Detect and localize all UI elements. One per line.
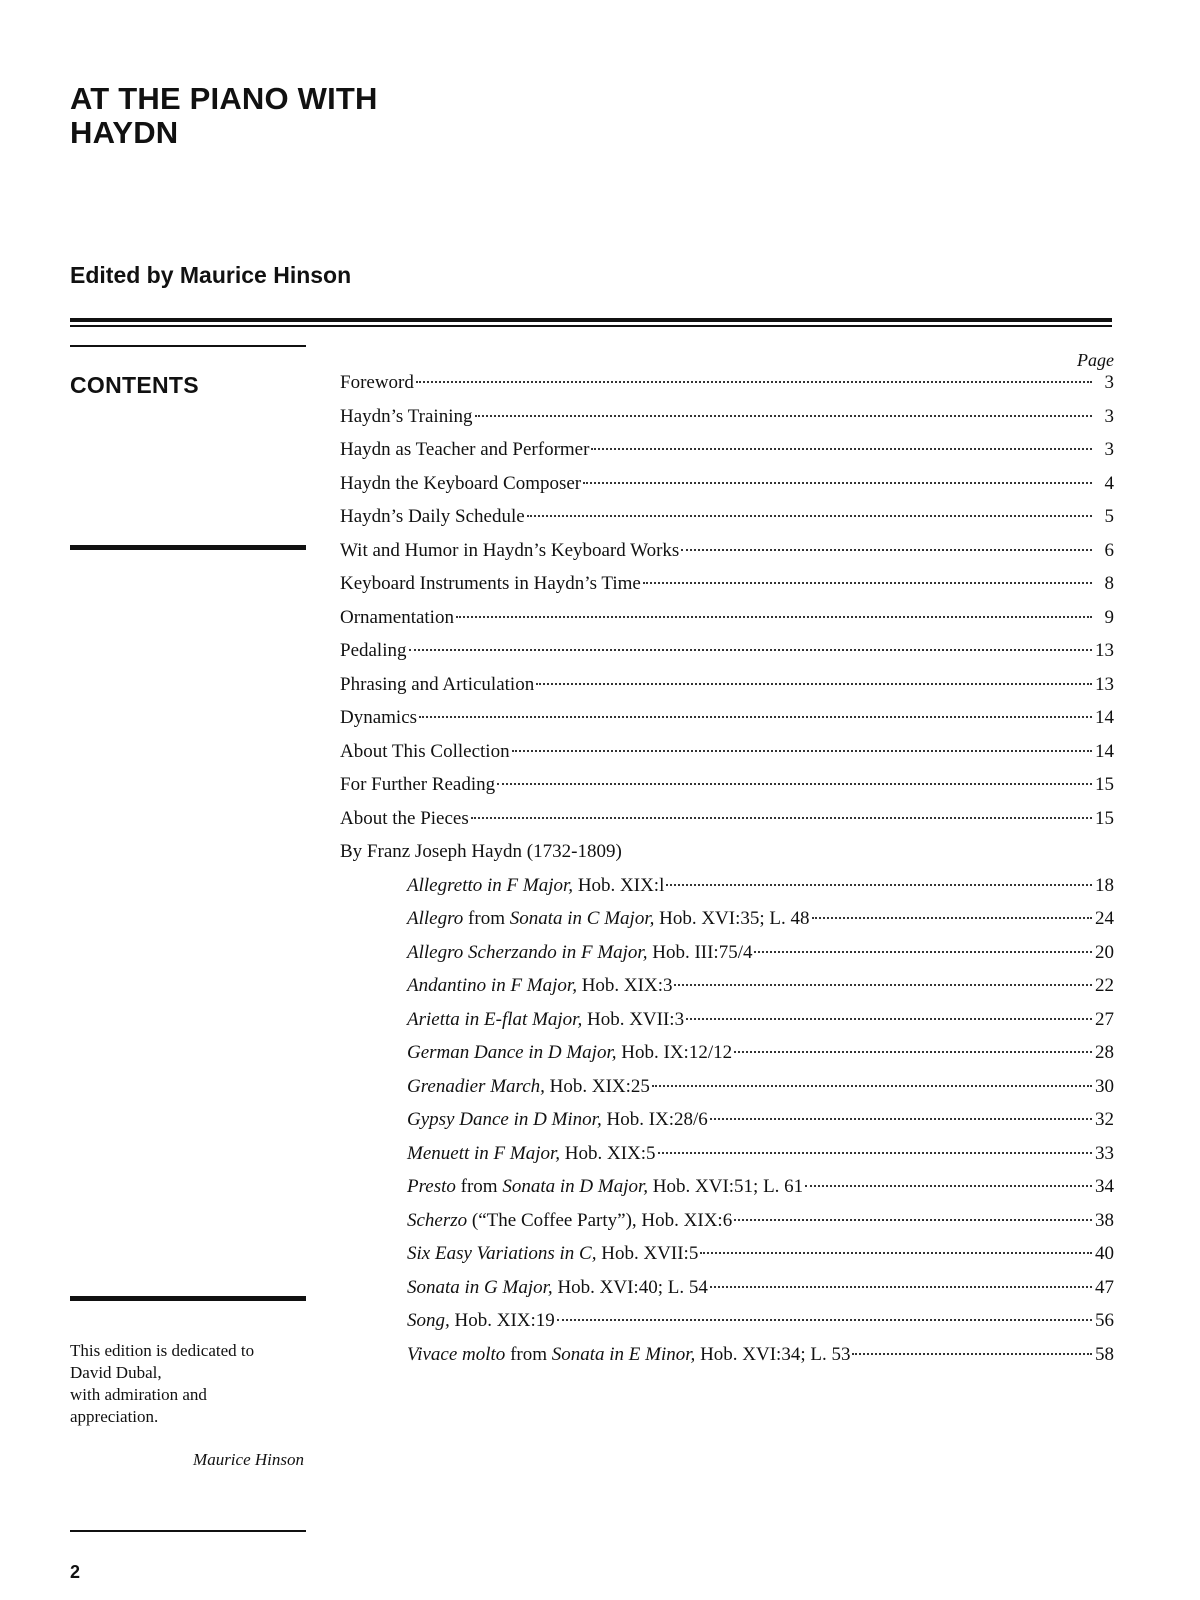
dot-leader [710, 1286, 1092, 1288]
footer-rule [70, 1530, 306, 1532]
contents-heading: CONTENTS [70, 372, 199, 398]
dot-leader [666, 884, 1092, 886]
toc-entry-page: 6 [1104, 539, 1114, 561]
toc-entry-title: Foreword [340, 372, 414, 393]
toc-entry [340, 707, 1114, 741]
toc-entry-page: 13 [1095, 673, 1114, 695]
toc-piece-page: 38 [1095, 1209, 1114, 1231]
toc-piece-page: 20 [1095, 941, 1114, 963]
toc-piece-page: 32 [1095, 1109, 1114, 1130]
dedication-line: This edition is dedicated to [70, 1341, 255, 1360]
piece-detail: Hob. XVI:40; L. 54 [552, 1276, 708, 1298]
toc-piece-page: 18 [1095, 874, 1114, 896]
dot-leader [419, 716, 1092, 718]
toc-piece-entry [340, 1210, 1114, 1244]
piece-detail: Hob. XIX:25 [544, 1075, 650, 1097]
piece-title-italic: Grenadier March, [407, 1075, 545, 1097]
toc-entry [340, 808, 1114, 842]
toc-piece-entry [340, 908, 1114, 942]
toc-piece-entry [340, 1143, 1114, 1177]
toc-entry-title: Haydn’s Daily Schedule [340, 506, 525, 527]
piece-sonata-italic: Sonata in C Major, [509, 908, 655, 929]
toc-entry-page: 5 [1104, 506, 1114, 527]
dedication-line: with admiration and [70, 1385, 207, 1404]
dot-leader [710, 1118, 1092, 1120]
toc-entry-title: Keyboard Instruments in Haydn’s Time [340, 573, 641, 594]
piece-catalog-detail: Hob. XVI:51; L. 61 [648, 1176, 804, 1197]
toc-piece-entry [340, 1310, 1114, 1344]
dot-leader [471, 817, 1092, 819]
book-title-line-2: HAYDN [70, 115, 179, 150]
toc-piece-entry [340, 1277, 1114, 1311]
piece-title-italic: Vivace molto [407, 1343, 506, 1365]
toc-piece-entry [340, 942, 1114, 976]
toc-piece-entry [340, 1109, 1114, 1143]
piece-title [407, 1344, 850, 1366]
dot-leader [591, 448, 1092, 450]
piece-title-italic: Menuett in F Major, [407, 1142, 561, 1164]
piece-title-italic: Song, [407, 1310, 450, 1331]
toc-entry-title: About the Pieces [340, 807, 469, 829]
toc-piece-entry [340, 1076, 1114, 1110]
contents-rule-bottom [70, 545, 306, 550]
toc-piece-entry [340, 1176, 1114, 1210]
dot-leader [557, 1319, 1092, 1321]
toc-piece-entry [340, 1042, 1114, 1076]
toc-piece-page: 34 [1095, 1176, 1114, 1197]
piece-title [407, 1310, 555, 1332]
toc-entry-page: 14 [1095, 707, 1114, 728]
piece-detail: from [463, 908, 510, 929]
piece-detail: Hob. IX:28/6 [601, 1109, 708, 1130]
composer-line [340, 841, 1114, 875]
dot-leader [686, 1018, 1092, 1020]
piece-title [407, 1143, 656, 1165]
dedication-rule [70, 1296, 306, 1301]
toc-entry-title: Pedaling [340, 640, 407, 661]
dedication-line: appreciation. [70, 1407, 159, 1426]
toc-entry-page: 15 [1095, 807, 1114, 829]
toc-piece-entry [340, 1009, 1114, 1043]
dot-leader [681, 549, 1092, 551]
dedication-signature: Maurice Hinson [193, 1450, 304, 1469]
toc-piece-page: 58 [1095, 1343, 1114, 1365]
piece-title [407, 1109, 708, 1131]
piece-title-italic: Allegro Scherzando in F Major, [407, 941, 648, 963]
toc-piece-entry [340, 1344, 1114, 1378]
toc-piece-entry [340, 875, 1114, 909]
toc-piece-page: 56 [1095, 1310, 1114, 1331]
piece-sonata-italic: Sonata in E Minor, [551, 1343, 696, 1365]
dot-leader [658, 1152, 1092, 1154]
toc-entry [340, 439, 1114, 473]
dot-leader [734, 1051, 1092, 1053]
piece-title [407, 1210, 732, 1232]
piece-catalog-detail: Hob. XVI:35; L. 48 [654, 908, 810, 929]
toc-piece-page: 27 [1095, 1008, 1114, 1030]
piece-title [407, 975, 672, 997]
dot-leader [512, 750, 1092, 752]
toc-entry [340, 506, 1114, 540]
toc-entry-page: 9 [1104, 606, 1114, 628]
header-rule-thick [70, 318, 1112, 322]
toc-entry-page: 8 [1104, 573, 1114, 594]
piece-title-italic: Six Easy Variations in C, [407, 1243, 597, 1264]
book-title-line-1: AT THE PIANO WITH [70, 81, 378, 116]
piece-detail: from [505, 1343, 552, 1365]
toc-entry-title: Wit and Humor in Haydn’s Keyboard Works [340, 539, 680, 561]
book-title [70, 82, 378, 150]
dedication [70, 1340, 310, 1428]
piece-title-italic: Presto [407, 1176, 456, 1197]
piece-detail: (“The Coffee Party”), Hob. XIX:6 [467, 1209, 733, 1231]
toc-entry-page: 13 [1095, 640, 1114, 661]
piece-detail: Hob. III:75/4 [647, 941, 753, 963]
toc-entry-title: Phrasing and Articulation [340, 673, 535, 695]
piece-sonata-italic: Sonata in D Major, [502, 1176, 649, 1197]
piece-title-italic: Scherzo [407, 1209, 468, 1231]
toc-piece-entry [340, 975, 1114, 1009]
dot-leader [652, 1085, 1092, 1087]
toc-entry-page: 3 [1104, 372, 1114, 393]
dot-leader [536, 683, 1092, 685]
piece-detail: Hob. XIX:l [573, 874, 665, 896]
toc-entry-title: For Further Reading [340, 774, 496, 795]
contents-rule-top [70, 345, 306, 347]
dot-leader [409, 649, 1093, 651]
dot-leader [852, 1353, 1092, 1355]
toc-entry-title: Haydn the Keyboard Composer [340, 472, 582, 494]
toc-entry-page: 15 [1095, 774, 1114, 795]
header-rule-thin [70, 325, 1112, 327]
dot-leader [475, 415, 1093, 417]
toc-entry-page: 4 [1104, 472, 1114, 494]
dot-leader [805, 1185, 1092, 1187]
piece-catalog-detail: Hob. XVI:34; L. 53 [695, 1343, 851, 1365]
piece-title-italic: German Dance in D Major, [407, 1042, 617, 1063]
toc-piece-page: 28 [1095, 1042, 1114, 1063]
page-number: 2 [70, 1562, 81, 1582]
toc-entry [340, 372, 1114, 406]
toc-entry-page: 3 [1104, 439, 1114, 460]
toc-piece-page: 40 [1095, 1243, 1114, 1264]
toc-entry [340, 741, 1114, 775]
toc-entry-page: 3 [1104, 405, 1114, 427]
dot-leader [812, 917, 1092, 919]
toc-entry [340, 774, 1114, 808]
toc-piece-page: 33 [1095, 1142, 1114, 1164]
toc-entry [340, 640, 1114, 674]
piece-title [407, 875, 664, 897]
piece-title-italic: Gypsy Dance in D Minor, [407, 1109, 602, 1130]
piece-title-italic: Andantino in F Major, [407, 975, 577, 996]
piece-detail: Hob. XIX:5 [560, 1142, 656, 1164]
piece-detail: Hob. XIX:19 [449, 1310, 555, 1331]
toc-entry [340, 573, 1114, 607]
piece-title [407, 942, 752, 964]
piece-title-italic: Allegro [407, 908, 464, 929]
dot-leader [734, 1219, 1092, 1221]
editor-credit: Edited by Maurice Hinson [70, 262, 352, 288]
toc-piece-page: 24 [1095, 908, 1114, 929]
dot-leader [456, 616, 1092, 618]
toc-piece-page: 22 [1095, 975, 1114, 996]
dot-leader [497, 783, 1092, 785]
toc-entry-title: Haydn’s Training [340, 405, 473, 427]
dot-leader [527, 515, 1092, 517]
toc-entry [340, 406, 1114, 440]
toc-entry-title: Ornamentation [340, 606, 454, 628]
toc-piece-page: 47 [1095, 1276, 1114, 1298]
toc-piece-page: 30 [1095, 1075, 1114, 1097]
dot-leader [700, 1252, 1092, 1254]
dot-leader [643, 582, 1092, 584]
toc-entry [340, 674, 1114, 708]
piece-title [407, 1009, 684, 1031]
dedication-line: David Dubal, [70, 1363, 162, 1382]
piece-title [407, 1176, 803, 1198]
composer-line-text: By Franz Joseph Haydn (1732-1809) [340, 841, 622, 862]
piece-title [407, 1277, 708, 1299]
piece-title-italic: Arietta in E-flat Major, [407, 1008, 583, 1030]
piece-detail: Hob. XVII:5 [596, 1243, 699, 1264]
table-of-contents [340, 372, 1114, 1377]
piece-title-italic: Allegretto in F Major, [407, 874, 574, 896]
dot-leader [674, 984, 1092, 986]
toc-entry [340, 540, 1114, 574]
piece-detail: from [455, 1176, 503, 1197]
piece-title [407, 908, 810, 930]
toc-entry [340, 607, 1114, 641]
toc-piece-entry [340, 1243, 1114, 1277]
piece-title-italic: Sonata in G Major, [407, 1276, 553, 1298]
toc-entry-page: 14 [1095, 740, 1114, 762]
toc-entry-title: Haydn as Teacher and Performer [340, 439, 590, 460]
toc-entry-title: Dynamics [340, 707, 418, 728]
piece-detail: Hob. XVII:3 [582, 1008, 685, 1030]
piece-title [407, 1042, 732, 1064]
dot-leader [754, 951, 1092, 953]
dot-leader [583, 482, 1092, 484]
piece-detail: Hob. XIX:3 [576, 975, 673, 996]
toc-entry [340, 473, 1114, 507]
toc-entry-title: About This Collection [340, 740, 510, 762]
piece-title [407, 1243, 698, 1265]
page-column-heading: Page [1077, 350, 1114, 370]
dot-leader [416, 381, 1092, 383]
piece-detail: Hob. IX:12/12 [616, 1042, 733, 1063]
piece-title [407, 1076, 650, 1098]
